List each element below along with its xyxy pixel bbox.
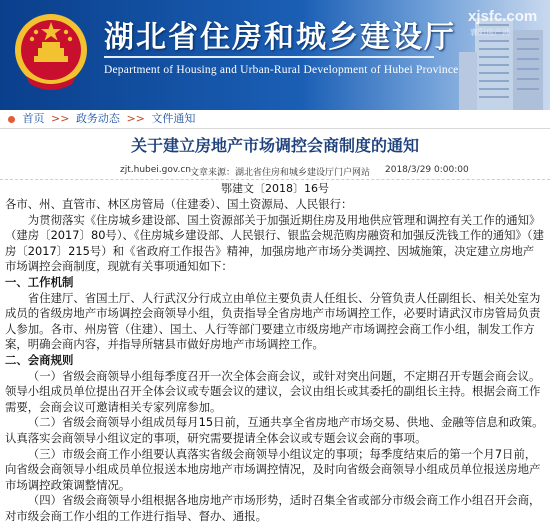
site-title: 湖北省住房和城乡建设厅 (104, 20, 456, 55)
paragraph: （一）省级会商领导小组每季度召开一次全体会商会议，或针对突出问题，不定期召开专题会商会议。领导小组成员单位提出召开全体会议或专题会议的建议，会议由组长或其委托的副组长主持。根据会商工作需要，会商会议可邀请相关专家列席参加。 (5, 368, 541, 414)
national-emblem-icon (12, 10, 90, 96)
article-meta (0, 165, 550, 180)
paragraph: 省住建厅、省国土厅、人行武汉分行成立由单位主要负责人任组长、分管负责人任副组长、相关处室为成员的省级房地产市场调控会商领导小组，负责指导全省房地产市场调控工作，必要时请武汉市房管局负责人参加。各市、州房管（住建）、国土、人行等部门要建立市级房地产市场调控会商工作小组，制发工作方案，明确会商内容，并指导所辖县市做好房地产市场调控工作。 (5, 290, 541, 352)
watermark: xjsfc.com (468, 8, 538, 25)
site-header (0, 0, 550, 110)
section-heading: 一、工作机制 (5, 274, 74, 289)
addressee: 各市、州、直管市、林区房管局（住建委）、国土资源局、人民银行： (5, 197, 353, 211)
article-body (0, 197, 550, 524)
breadcrumb-notices[interactable]: 文件通知 (151, 112, 196, 125)
doc-number: 鄂建文〔2018〕16号 (221, 182, 329, 195)
location-icon (8, 116, 15, 123)
watermark-sub: 襄阳房产网 (470, 28, 510, 37)
article-date: 2018/3/29 0:00:00 (385, 165, 469, 175)
breadcrumb (0, 110, 550, 129)
title-divider (104, 56, 434, 58)
section-heading: 二、会商规则 (5, 352, 74, 367)
breadcrumb-separator: >> (51, 112, 70, 125)
paragraph: （二）省级会商领导小组成员每月15日前，互通共享全省房地产市场交易、供地、金融等信息和政策。认真落实会商领导小组议定的事项，研究需要提请全体会议或专题会议会商的事项。 (5, 415, 544, 445)
breadcrumb-home[interactable]: 首页 (22, 112, 45, 125)
paragraph: 为贯彻落实《住房城乡建设部、国土资源部关于加强近期住房及用地供应管理和调控有关工作的通知》（建房〔2017〕80号）、《住房城乡建设部、人民银行、银监会规范购房融资和加强反洗钱工作的通知》（建房〔2017〕215号）和《省政府工作报告》精神，加强房地产市场分类调控、因城施策，决定建立房地产市场调控会商制度，现就有关事项通知如下： (5, 212, 544, 274)
article-source: 文章来源：湖北省住房和城乡建设厅门户网站 (190, 168, 371, 178)
breadcrumb-news[interactable]: 政务动态 (75, 112, 120, 125)
breadcrumb-separator: >> (126, 112, 145, 125)
paragraph: （四）省级会商领导小组根据各地房地产市场形势，适时召集全省或部分市级会商工作小组召开会商，对市级会商工作小组的工作进行指导、督办、通报。 (5, 493, 541, 523)
article-title: 关于建立房地产市场调控会商制度的通知 (130, 136, 419, 155)
article-url: zjt.hubei.gov.cn (120, 165, 191, 175)
paragraph: （三）市级会商工作小组要认真落实省级会商领导小组议定的事项；每季度结束后的第一个月7日前，向省级会商领导小组成员单位报送本地房地产市场调控情况，及时向省级会商领导小组成员单位报送房地产市场调控政策调整情况。 (5, 446, 541, 492)
site-subtitle: Department of Housing and Urban-Rural Development of Hubei Province (104, 64, 459, 76)
